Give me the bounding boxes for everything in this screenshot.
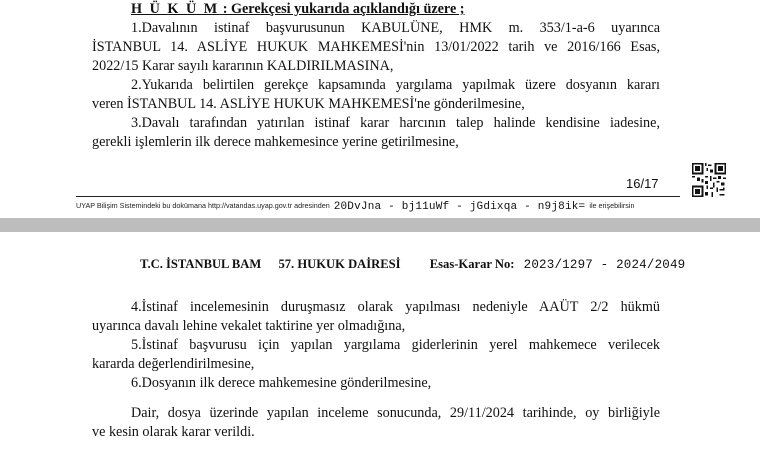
- closing-line-2: ve kesin olarak karar verildi.: [92, 424, 255, 440]
- uyap-footer: [76, 201, 634, 213]
- footer-prefix: UYAP Bilişim Sistemindeki bu dokümana http://vatandas.uyap.gov.tr adresinden: [76, 201, 330, 210]
- verdict-title: H Ü K Ü M: [131, 1, 220, 17]
- verdict-item-5-line-1: 5.İstinaf başvurusu için yapılan yargılama giderlerinin yerel mahkemece verilecek: [131, 337, 660, 353]
- footer-suffix: ile erişebilirsin: [589, 201, 635, 210]
- court-name: T.C. İSTANBUL BAM: [140, 257, 262, 271]
- verdict-item-1-line-1: 1.Davalının istinaf başvurusunun KABULÜNE, HMK m. 353/1-a-6 uyarınca: [131, 20, 660, 36]
- qr-code-icon: [692, 163, 726, 197]
- page-header: [140, 257, 685, 272]
- verdict-item-5-line-2: kararda değerlendirilmesine,: [92, 356, 255, 372]
- case-number-label: Esas-Karar No:: [429, 257, 515, 271]
- closing-line-1: Dair, dosya üzerinde yapılan inceleme sonucunda, 29/11/2024 tarihinde, oy birliğiyle: [131, 405, 660, 421]
- verdict-item-4-line-1: 4.İstinaf incelemesinin duruşmasız olarak yapılması nedeniyle AAÜT 2/2 hükmü: [131, 299, 660, 315]
- verdict-item-1-line-3: 2022/15 Karar sayılı kararının KALDIRILMASINA,: [92, 58, 394, 74]
- document-page-17: [0, 232, 760, 450]
- verdict-subtitle: : Gerekçesi yukarıda açıklandığı üzere ;: [222, 1, 465, 17]
- verdict-item-3-line-2: gerekli işlemlerin ilk derece mahkemesince yerine getirilmesine,: [92, 134, 459, 150]
- verdict-item-1-line-2: İSTANBUL 14. ASLİYE HUKUK MAHKEMESİ'nin 13/01/2022 tarih ve 2016/166 Esas,: [92, 39, 660, 55]
- document-access-code: 20DvJna - bj11uWf - jGdixqa - n9j8ik=: [333, 201, 586, 213]
- verdict-item-2-line-1: 2.Yukarıda belirtilen gerekçe kapsamında yargılama yapılmak üzere dosyanın kararı: [131, 77, 660, 93]
- verdict-item-3-line-1: 3.Davalı tarafından yatırılan istinaf karar harcının talep halinde kendisine iadesine,: [131, 115, 660, 131]
- department-name: 57. HUKUK DAİRESİ: [278, 257, 401, 271]
- verdict-item-4-line-2: uyarınca davalı lehine vekalet taktirine yer olmadığına,: [92, 318, 406, 334]
- document-page-16: [0, 0, 760, 218]
- case-number-value: 2023/1297 - 2024/2049: [523, 258, 686, 272]
- verdict-item-2-line-2: veren İSTANBUL 14. ASLİYE HUKUK MAHKEMESİ'ne gönderilmesine,: [92, 96, 525, 112]
- verdict-item-6-line-1: 6.Dosyanın ilk derece mahkemesine gönderilmesine,: [131, 375, 432, 391]
- verdict-heading: [131, 0, 465, 19]
- footer-divider: [76, 196, 680, 197]
- page-number: 16/17: [626, 176, 659, 191]
